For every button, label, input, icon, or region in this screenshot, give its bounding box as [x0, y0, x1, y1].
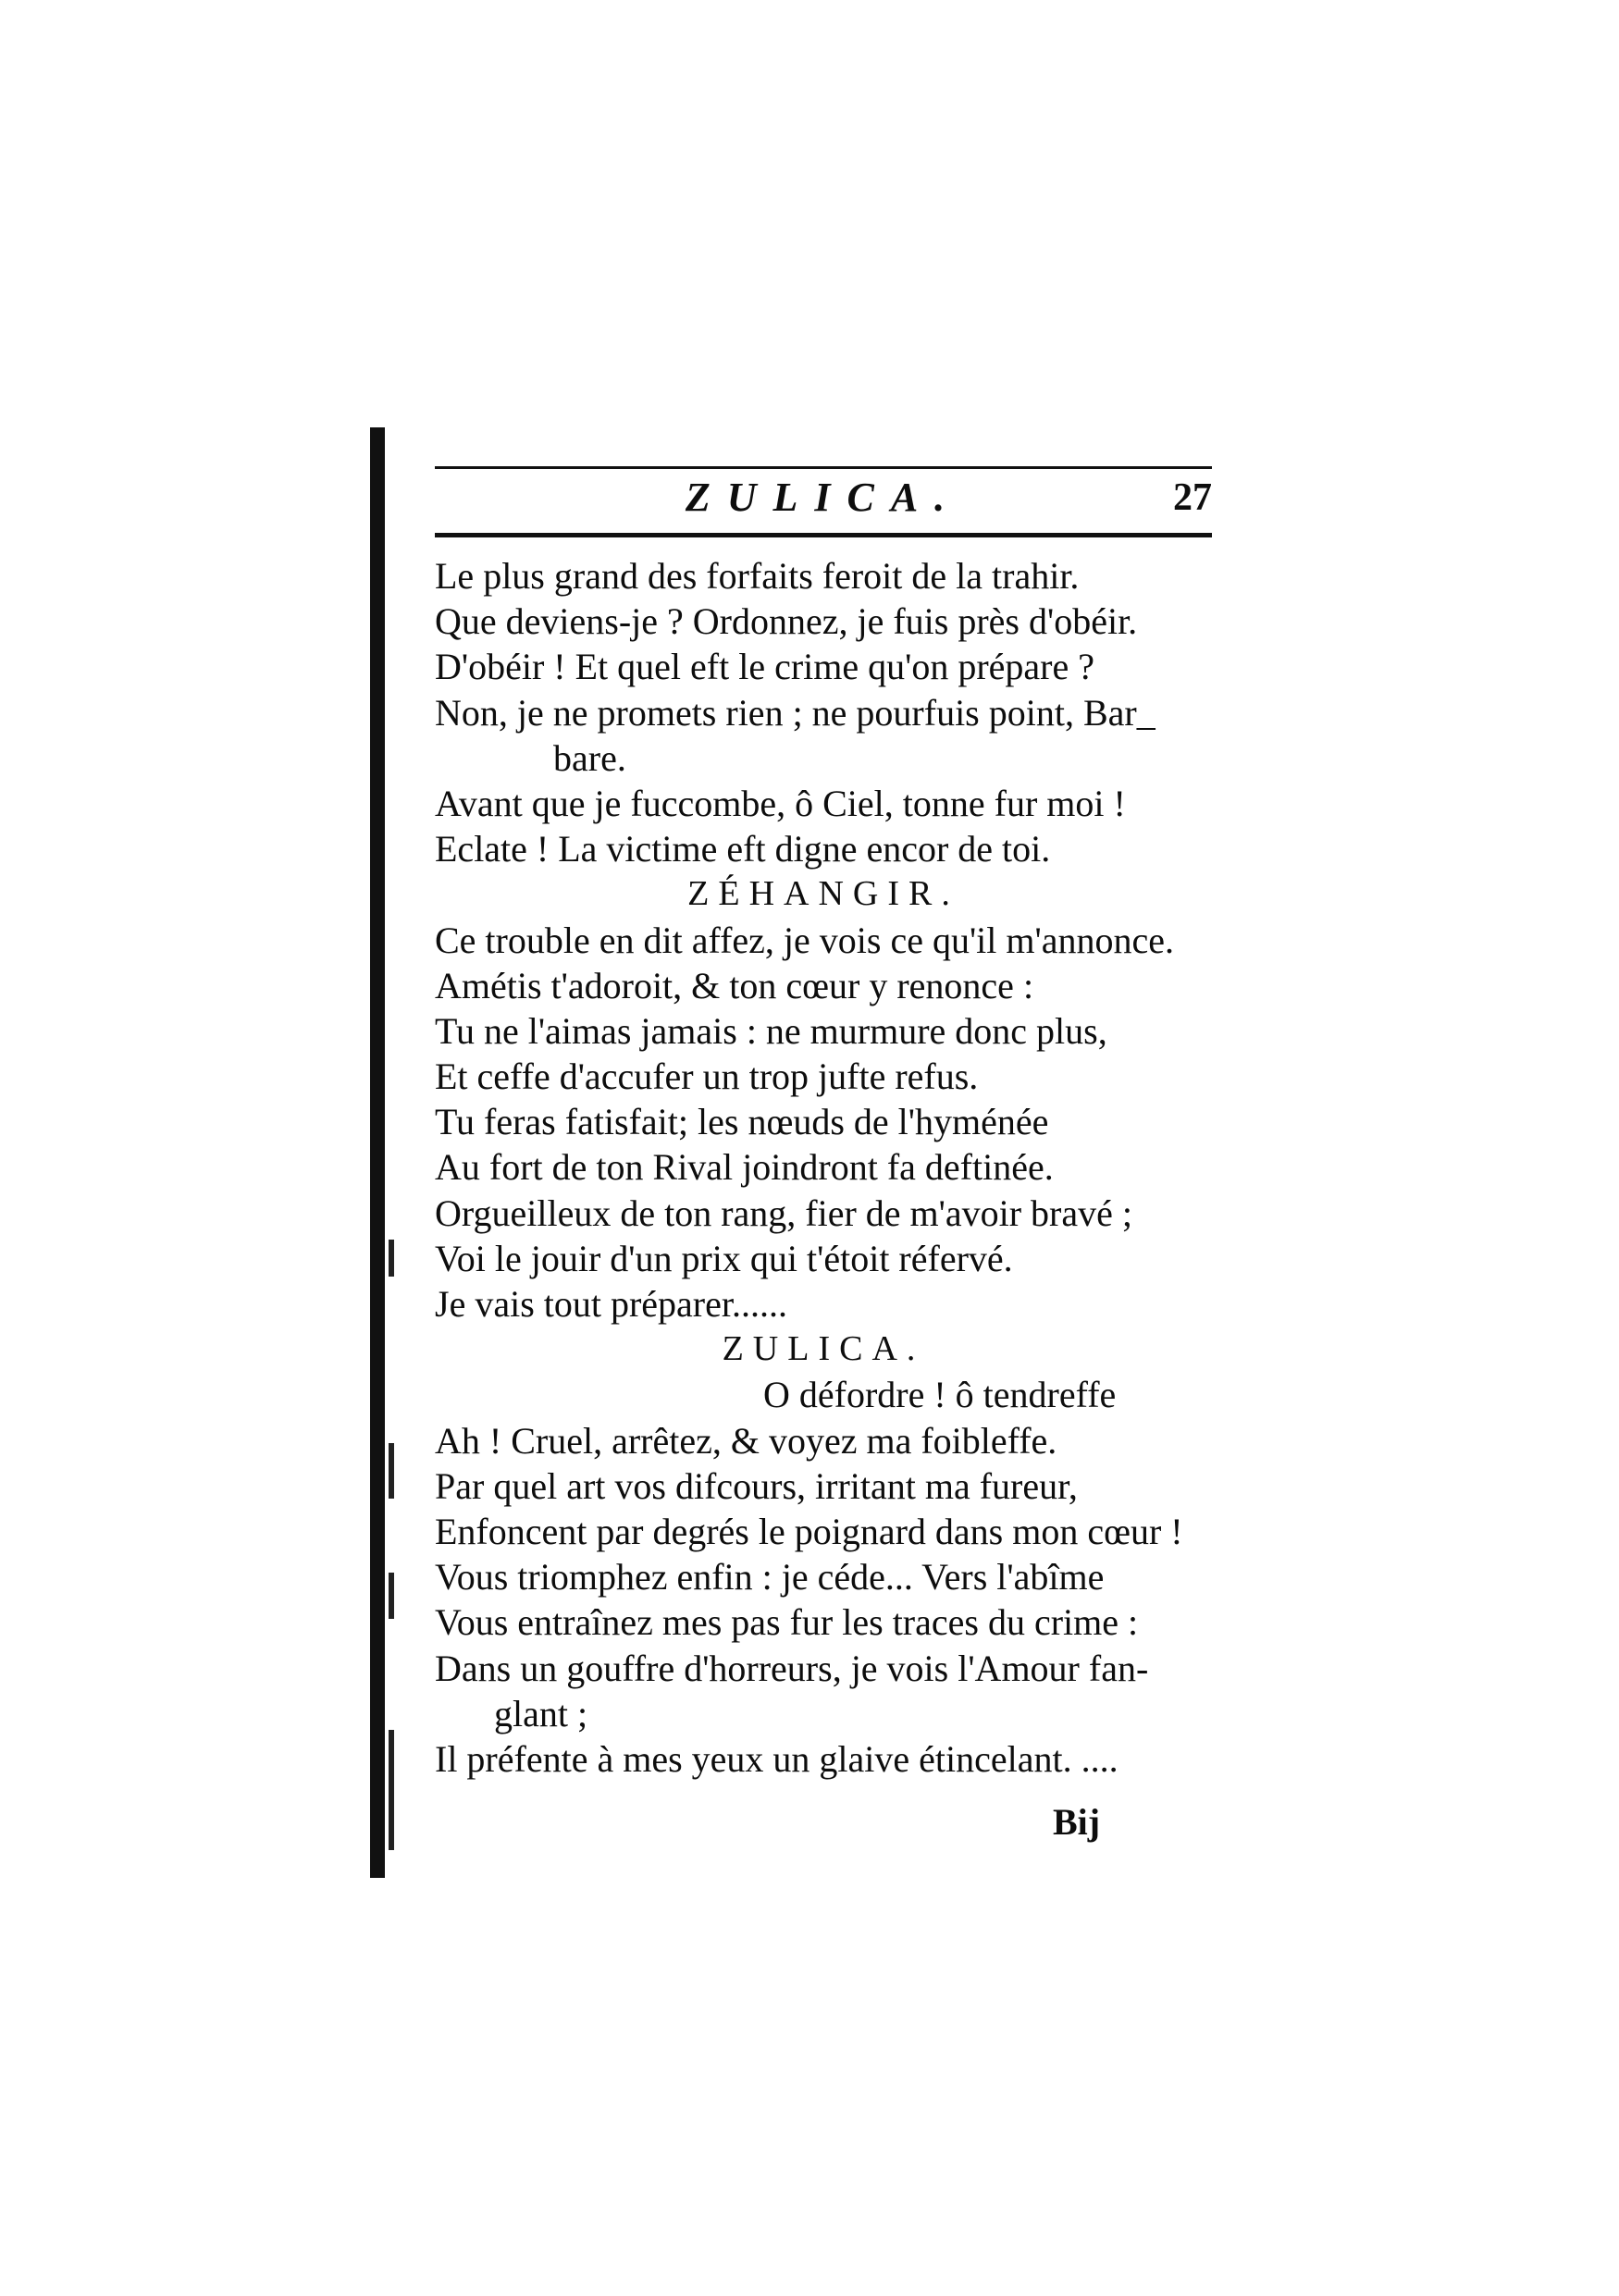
verse-line: Et ceffe d'accufer un trop jufte refus.	[435, 1055, 979, 1098]
page-number: 27	[1173, 476, 1212, 519]
verse-line: Vous entraînez mes pas fur les traces du crime :	[435, 1601, 1139, 1644]
speaker-name: ZULICA.	[722, 1329, 925, 1369]
verse-line: Je vais tout préparer......	[435, 1283, 787, 1325]
running-title: ZULICA.	[685, 475, 962, 520]
header-rule-bottom	[435, 533, 1212, 537]
verse-line: Le plus grand des forfaits feroit de la trahir.	[435, 555, 1080, 597]
verse-line: Eclate ! La victime eft digne encor de toi.	[435, 828, 1051, 870]
signature-mark: Bij	[1053, 1801, 1101, 1843]
verse-line-half: O défordre ! ô tendreffe	[763, 1374, 1117, 1416]
verse-line: Avant que je fuccombe, ô Ciel, tonne fur moi !	[435, 782, 1126, 824]
verse-line: Orgueilleux de ton rang, fier de m'avoir bravé ;	[435, 1191, 1132, 1234]
gutter-mark	[389, 1240, 394, 1277]
verse-line: Tu ne l'aimas jamais : ne murmure donc plus,	[435, 1009, 1107, 1052]
verse-line: Tu feras fatisfait; les nœuds de l'hyménée	[435, 1101, 1049, 1143]
page-header	[435, 470, 1212, 525]
gutter-mark	[389, 1573, 394, 1619]
verse-text	[435, 553, 1249, 1782]
verse-line: Il préfente à mes yeux un glaive étincelant. ....	[435, 1737, 1118, 1780]
page-gutter-shadow	[370, 427, 385, 1878]
verse-line-continuation: bare.	[553, 736, 626, 779]
verse-line: Non, je ne promets rien ; ne pourfuis point, Bar_	[435, 691, 1156, 734]
verse-line-continuation: glant ;	[494, 1692, 588, 1734]
verse-line: Au fort de ton Rival joindront fa deftinée.	[435, 1146, 1054, 1189]
verse-line: Amétis t'adoroit, & ton cœur y renonce :	[435, 964, 1034, 1006]
verse-line: Dans un gouffre d'horreurs, je vois l'Amour fan-	[435, 1647, 1149, 1689]
verse-line: D'obéir ! Et quel eft le crime qu'on prépare ?	[435, 646, 1094, 688]
verse-line: Vous triomphez enfin : je céde... Vers l'abîme	[435, 1556, 1105, 1599]
gutter-mark	[389, 1443, 394, 1499]
verse-line: Enfoncent par degrés le poignard dans mon cœur !	[435, 1510, 1183, 1552]
verse-line: Voi le jouir d'un prix qui t'étoit réfervé.	[435, 1237, 1013, 1279]
verse-line: Par quel art vos difcours, irritant ma fureur,	[435, 1464, 1078, 1507]
verse-line: Que deviens-je ? Ordonnez, je fuis près d'obéir.	[435, 600, 1138, 643]
gutter-mark	[389, 1730, 394, 1850]
speaker-name: ZÉHANGIR.	[687, 874, 959, 914]
header-rule-top	[435, 466, 1212, 469]
verse-line: Ah ! Cruel, arrêtez, & voyez ma foibleffe.	[435, 1419, 1057, 1462]
verse-line: Ce trouble en dit affez, je vois ce qu'il m'annonce.	[435, 919, 1174, 961]
